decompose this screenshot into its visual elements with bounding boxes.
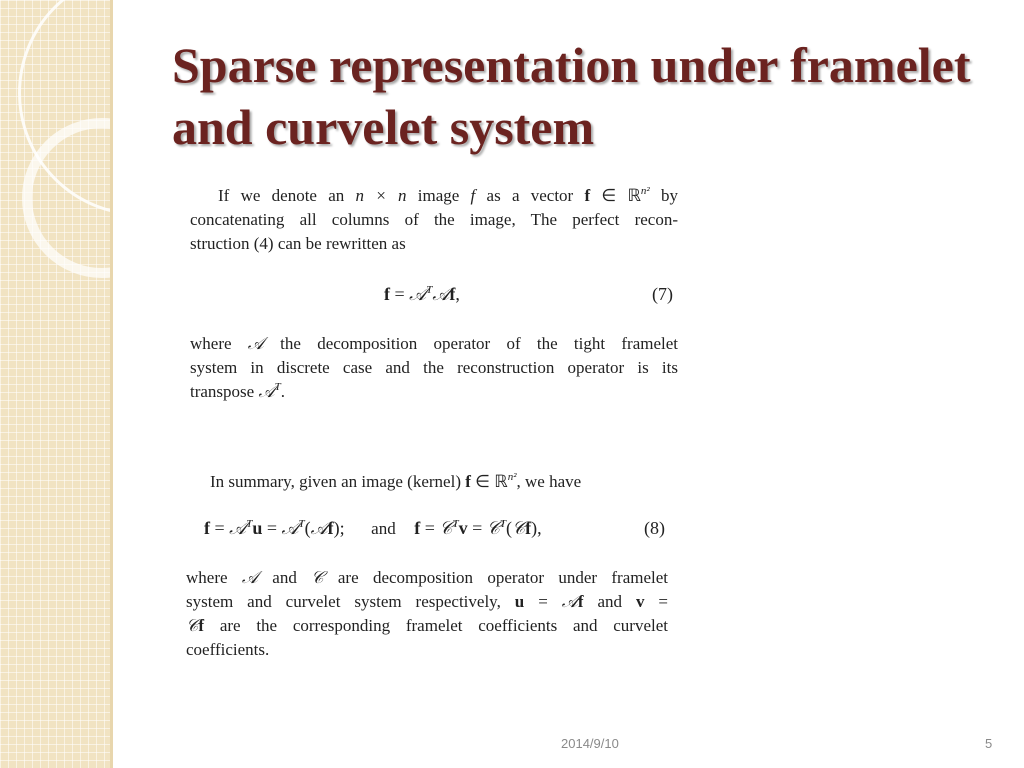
text-fragment: where xyxy=(190,334,248,353)
text-fragment: by xyxy=(649,186,678,205)
math-operator-a: 𝒜 xyxy=(432,284,450,305)
paragraph-line xyxy=(186,614,668,638)
math-equals: = xyxy=(524,592,562,611)
math-operator-a: 𝒜 xyxy=(258,382,275,402)
equation-7 xyxy=(384,284,460,305)
math-operator-a: 𝒜 xyxy=(310,518,328,539)
math-bold-f: f xyxy=(577,592,584,611)
math-operator-c: 𝒞 xyxy=(311,568,324,588)
math-bold-v: v xyxy=(458,518,468,538)
math-exponent: n² xyxy=(640,185,650,197)
math-transpose: T xyxy=(298,518,305,530)
paragraph-line: struction (4) can be rewritten as xyxy=(190,234,406,253)
equation-number-7: (7) xyxy=(652,284,673,304)
math-operator-a: 𝒜 xyxy=(561,592,578,612)
equation-8 xyxy=(204,518,542,539)
paragraph-line xyxy=(186,590,668,614)
paragraph-decomposition xyxy=(190,332,678,404)
math-bold-u: u xyxy=(514,592,525,611)
math-transpose: T xyxy=(452,518,459,530)
math-transpose: T xyxy=(426,284,433,296)
math-exponent: n² xyxy=(507,471,517,483)
math-paren: ); xyxy=(333,518,345,538)
equation-number-8: (8) xyxy=(644,518,665,538)
paragraph-line xyxy=(190,380,678,404)
math-bold-f: f xyxy=(327,518,334,538)
math-equals: = xyxy=(262,518,282,538)
text-fragment: are decomposition operator under framelet xyxy=(323,568,669,587)
text-fragment: , we have xyxy=(516,472,582,491)
math-bold-f: f xyxy=(384,284,390,304)
text-fragment: In summary, given an image (kernel) xyxy=(210,472,466,491)
math-bold-f: f xyxy=(525,518,532,538)
math-operator-a: 𝒜 xyxy=(281,518,299,539)
math-transpose: T xyxy=(499,518,507,530)
paragraph-vector-notation xyxy=(190,184,678,256)
math-equals: = xyxy=(390,284,410,304)
math-bold-u: u xyxy=(252,518,263,538)
sidebar-edge xyxy=(110,0,113,768)
text-fragment: transpose xyxy=(190,382,259,401)
text-fragment: system and curvelet system respectively, xyxy=(186,592,515,611)
math-transpose: T xyxy=(274,381,281,393)
math-operator-c: 𝒞 xyxy=(186,616,199,636)
math-operator-c: 𝒞 xyxy=(512,518,526,539)
math-operator-a: 𝒜 xyxy=(241,568,258,588)
paragraph-line xyxy=(190,184,678,208)
math-bold-f: f xyxy=(584,186,591,205)
text-fragment: If we denote an xyxy=(218,186,356,205)
math-equals: = xyxy=(420,518,440,538)
text-fragment: the decomposition operator of the tight framelet xyxy=(263,334,678,353)
text-fragment: are the corresponding framelet coefficients and curvelet xyxy=(204,616,668,635)
footer-date: 2014/9/10 xyxy=(561,736,619,751)
math-f: f xyxy=(470,186,476,205)
math-bold-f: f xyxy=(465,472,471,491)
paragraph-line xyxy=(190,332,678,356)
math-paren: ( xyxy=(304,518,311,538)
paragraph-line xyxy=(210,470,680,494)
math-bold-f: f xyxy=(449,284,456,304)
math-equals: = xyxy=(644,592,669,611)
math-bold-f: f xyxy=(198,616,205,635)
math-comma: , xyxy=(455,284,460,304)
math-n-times-n: n × n xyxy=(355,186,407,205)
paragraph-line: concatenating all columns of the image, The perfect recon- xyxy=(190,210,678,229)
math-paren: ), xyxy=(531,518,542,538)
math-bold-f: f xyxy=(414,518,421,538)
math-transpose: T xyxy=(246,518,253,530)
text-fragment: and xyxy=(257,568,312,587)
text-fragment: where xyxy=(186,568,242,587)
math-equals: = xyxy=(210,518,230,538)
equation-and: and xyxy=(371,519,396,538)
decorative-sidebar xyxy=(0,0,113,768)
text-fragment: image xyxy=(406,186,471,205)
footer-page-number: 5 xyxy=(985,736,993,751)
math-operator-c: 𝒞 xyxy=(439,518,453,539)
slide-title: Sparse representation under framelet and curvelet system xyxy=(172,37,971,155)
math-bold-f: f xyxy=(204,518,210,538)
paragraph-line xyxy=(186,566,668,590)
math-operator-a: 𝒜 xyxy=(247,334,264,354)
text-fragment: . xyxy=(280,382,285,401)
paragraph-line: coefficients. xyxy=(186,640,270,659)
math-operator-a: 𝒜 xyxy=(229,518,247,539)
paragraph-coefficients xyxy=(186,566,668,662)
paragraph-line: system in discrete case and the reconstruction operator is its xyxy=(190,358,678,377)
text-fragment: and xyxy=(583,592,636,611)
math-equals: = xyxy=(467,518,487,538)
math-bold-v: v xyxy=(635,592,645,611)
math-real-space: ∈ ℝ xyxy=(590,186,641,205)
paragraph-summary xyxy=(210,470,680,494)
text-fragment: as a vector xyxy=(475,186,585,205)
math-real-space: ∈ ℝ xyxy=(470,472,508,491)
math-paren: ( xyxy=(506,518,513,538)
math-operator-a: 𝒜 xyxy=(409,284,427,305)
math-operator-c: 𝒞 xyxy=(486,518,500,539)
